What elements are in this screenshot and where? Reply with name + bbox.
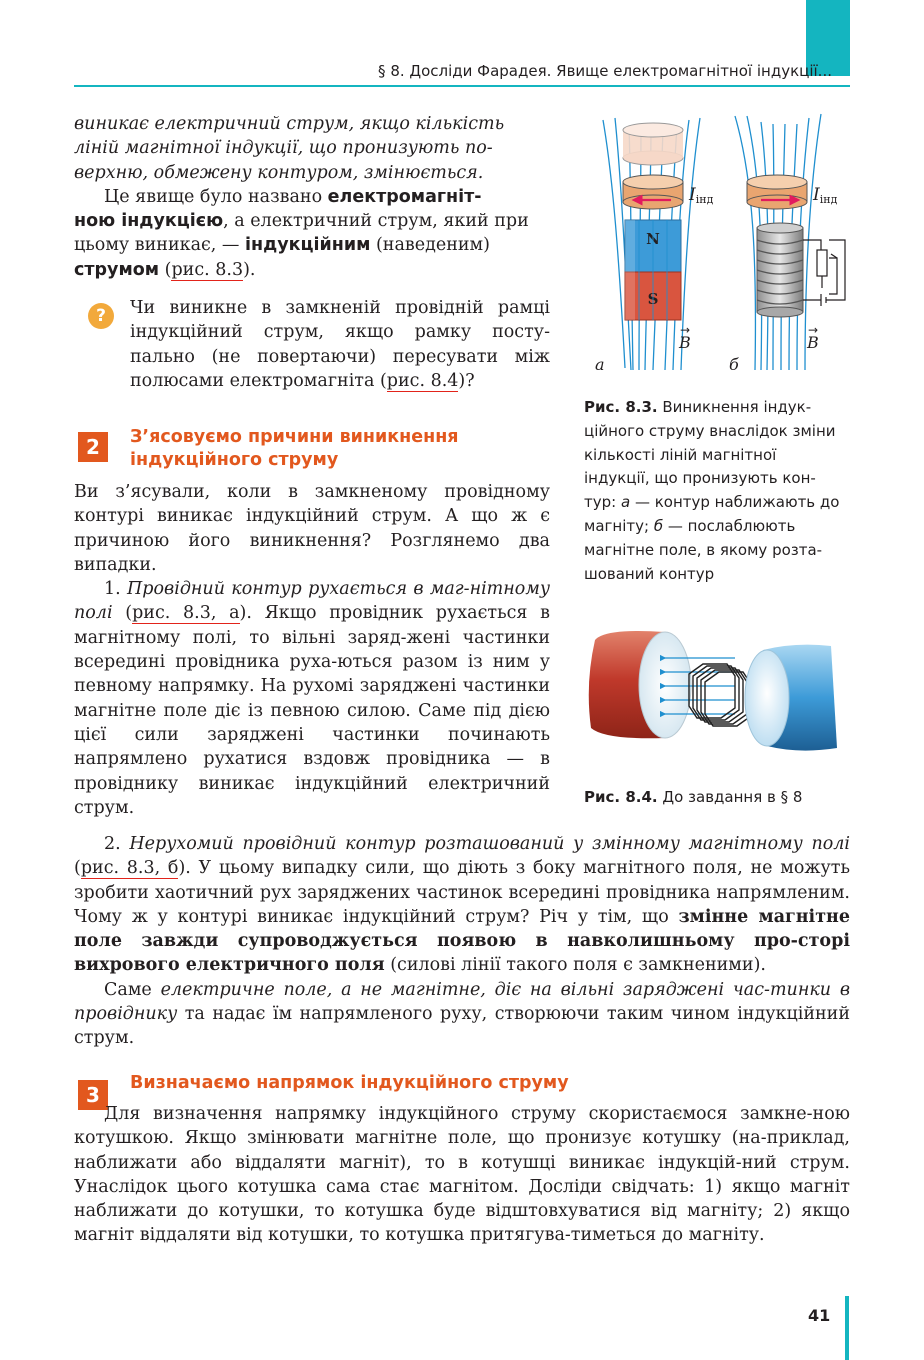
ring-a-icon — [623, 175, 683, 209]
magnet-pole-s: S — [647, 290, 659, 308]
intro-line-2: ліній магнітної індукції, що пронизують по- — [74, 138, 493, 159]
figure-8-3-caption: Рис. 8.3. Виникнення індук-ційного струму внаслідок зміни кількості ліній магнітної індукції, що пронизують кон-тур: а — контур наближають до магніту; б — послаблюють магнітне поле, в якому розта-шований контур — [584, 398, 840, 583]
intro-paragraph: Це явище було названо електромагніт- ною індукцією, а електричний струм, який при цьому виникає, — індукційним (наведеним) струмом (рис. 8.3). — [74, 186, 529, 280]
page-number-bar — [845, 1296, 849, 1360]
figure-8-4-caption: Рис. 8.4. До завдання в § 8 — [584, 788, 803, 806]
section-number-3: 3 — [78, 1080, 108, 1110]
current-label-a: Iінд — [689, 185, 714, 206]
svg-text:→: → — [808, 323, 819, 337]
question-text: Чи виникне в замкненій провідній рамці індукційний струм, якщо рамку посту-пально (не повертаючи) пересувати між полюсами електромагніта (рис. 8.4)? — [130, 298, 550, 391]
section-2-body-wide — [74, 832, 850, 1051]
page-number: 41 — [808, 1306, 831, 1325]
section-2-paragraph-4: Саме електричне поле, а не магнітне, діє на вільні заряджені час-тинки в провіднику та надає їм напрямленого руху, створюючи таким чином індукційний струм. — [74, 979, 851, 1049]
blue-magnet-pole-icon — [745, 645, 837, 751]
section-title-3: Визначаємо напрямок індукційного струму — [130, 1073, 569, 1093]
intro-line-3: верхню, обмежену контуром, змінюється. — [74, 162, 484, 183]
figure-8-4 — [585, 620, 850, 760]
red-magnet-pole-icon — [589, 631, 691, 738]
running-title: § 8. Досліди Фарадея. Явище електромагнітної індукції... — [378, 62, 832, 80]
figure-link-8-4[interactable]: рис. 8.4 — [386, 370, 459, 391]
section-3-paragraph-1: Для визначення напрямку індукційного струму скористаємося замкне-ною котушкою. Якщо змінювати магнітне поле, що пронизує котушку (на-приклад, наближати або віддаляти магніт), то в котушці виникає індукцій-ний струм. Унаслідок цього котушка сама стає магнітом. Досліди свідчать: 1) якщо магніт наближати до котушки, то котушка буде відштовхуватися від магніту; 2) якщо магніт віддаляти від котушки, то котушка притягува-тиметься до магніту. — [74, 1104, 850, 1246]
ring-ghost-icon — [623, 123, 683, 165]
figure-8-3 — [585, 108, 850, 380]
section-number-2: 2 — [78, 432, 108, 462]
field-vector-a: B — [679, 333, 691, 352]
section-3-body — [74, 1102, 850, 1248]
question-icon: ? — [88, 303, 114, 329]
wire-frame-coil-icon — [689, 664, 751, 726]
section-2-paragraph-3: 2. Нерухомий провідний контур розташований у змінному магнітному полі (рис. 8.3, б). У цьому випадку сили, що діють з боку магнітного поля, не можуть зробити хаотичний рух заряджених частинок всередині провідника напрямленим. Чому ж у контурі виникає індукційний струм? Річ у тім, що змінне магнітне поле завжди супроводжується появою в навколишньому про-сторі вихрового електричного поля (силові лінії такого поля є замкненими). — [74, 834, 850, 976]
figure-label-b: б — [729, 355, 739, 374]
section-title-2: З’ясовуємо причини виникнення індукційного струму — [130, 427, 459, 470]
field-vector-b: B — [807, 333, 819, 352]
intro-line-1: виникає електричний струм, якщо кількість — [74, 114, 505, 134]
section-2-paragraph-1: Ви з’ясували, коли в замкненому провідному контурі виникає індукційний струм. А що ж є причиною його виникнення? Розглянемо два випадки. — [74, 482, 550, 575]
section-2-body — [74, 480, 550, 820]
figure-link-8-3b[interactable]: рис. 8.3, б — [80, 858, 179, 879]
electromagnet-coil-icon — [757, 223, 803, 317]
figure-label-a: а — [595, 355, 605, 374]
current-label-b: Iінд — [813, 185, 838, 206]
rheostat-circuit-icon — [803, 240, 845, 306]
svg-text:→: → — [680, 323, 691, 337]
figure-link-8-3a[interactable]: рис. 8.3, а — [132, 603, 240, 624]
magnet-pole-n: N — [646, 230, 660, 248]
intro-text — [74, 112, 550, 282]
section-2-paragraph-2: 1. Провідний контур рухається в маг-нітному полі (рис. 8.3, а). Якщо провідник рухається в магнітному полі, то вільні заряд-жені частинки всередині провідника руха-ються разом із ним у певному напрямку. На рухомі заряджені частинки магнітне поле діє із певною силою. Саме під дією цієї сили заряджені частинки починають напрямлено рухатися вздовж провідника — в провіднику виникає індукційний електричний струм. — [74, 579, 551, 818]
ring-b-icon — [747, 175, 807, 209]
header-divider — [74, 85, 850, 87]
figure-link-8-3[interactable]: рис. 8.3 — [171, 259, 244, 280]
